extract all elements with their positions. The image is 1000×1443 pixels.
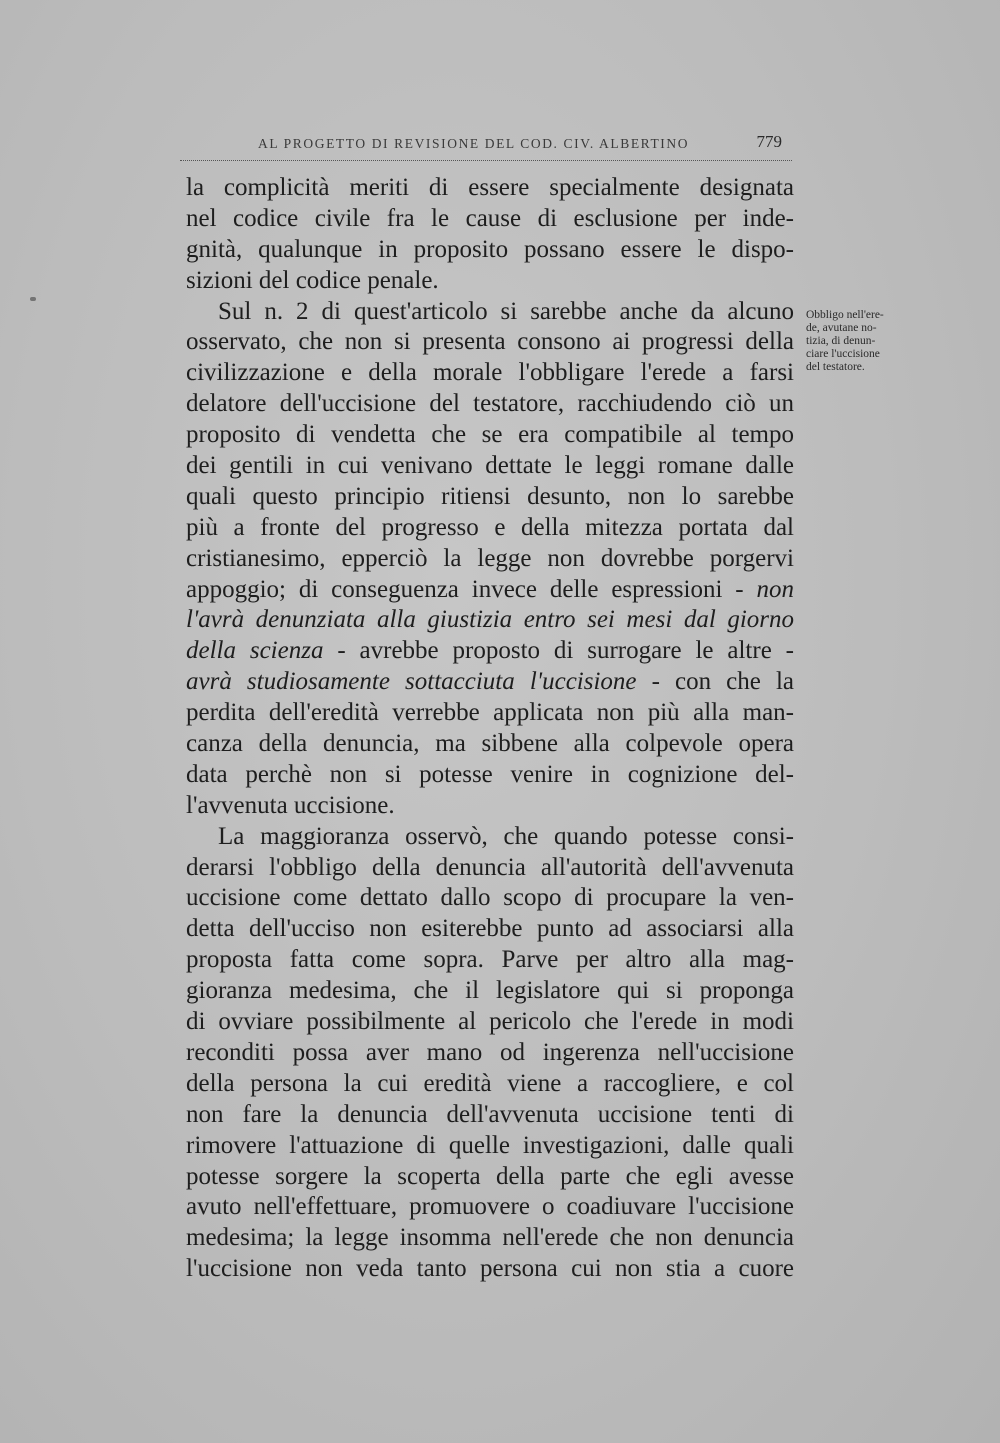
text-line: proposta fatta come sopra. Parve per altro alla mag- — [186, 946, 794, 974]
text-line — [186, 575, 794, 606]
marginal-note-line: Obbligo nell'ere- — [806, 309, 884, 321]
text-line: di ovviare possibilmente al pericolo che l'erede in modi — [186, 1008, 794, 1036]
text-line: data perchè non si potesse venire in cognizione del- — [186, 760, 794, 788]
text-line: reconditi possa aver mano od ingerenza nell'uccisione — [186, 1038, 794, 1066]
text-line: l'avvenuta uccisione. — [186, 791, 395, 819]
running-header — [258, 128, 798, 158]
text-line: perdita dell'eredità verrebbe applicata non più alla man- — [186, 699, 794, 727]
text-line: delatore dell'uccisione del testatore, racchiudendo ciò un — [186, 390, 794, 418]
text-line: quali questo principio ritiensi desunto, non lo sarebbe — [186, 482, 794, 510]
text-line: gioranza medesima, che il legislatore qui si proponga — [186, 977, 794, 1005]
text-line: proposito di vendetta che se era compatibile al tempo — [186, 421, 794, 449]
running-header-title: AL PROGETTO DI REVISIONE DEL COD. CIV. ALBERTINO — [258, 136, 690, 151]
text-line: Sul n. 2 di quest'articolo si sarebbe anche da alcuno — [218, 297, 794, 325]
text-line: l'avrà denunziata alla giustizia entro sei mesi dal giorno — [186, 606, 794, 634]
text-line: canza della denuncia, ma sibbene alla colpevole opera — [186, 730, 794, 758]
text-line: gnità, qualunque in proposito possano essere le dispo- — [186, 235, 794, 263]
text-line: non fare la denuncia dell'avvenuta uccisione tenti di — [186, 1100, 794, 1128]
text-line: medesima; la legge insomma nell'erede che non denuncia — [186, 1224, 794, 1252]
text-line: civilizzazione e della morale l'obbligare l'erede a farsi — [186, 359, 794, 387]
text-line: l'uccisione non veda tanto persona cui non stia a cuore — [186, 1255, 794, 1283]
text-segment: appoggio; di conseguenza invece delle espressioni - — [186, 575, 757, 603]
marginal-note-line: ciare l'uccisione — [806, 348, 880, 360]
header-rule — [180, 160, 792, 161]
text-line: sizioni del codice penale. — [186, 266, 439, 294]
text-segment: - avrebbe proposto di surrogare le altre - — [323, 637, 794, 665]
text-line: la complicità meriti di essere specialmente designata — [186, 174, 794, 201]
text-line: rimovere l'attuazione di quelle investigazioni, dalle quali — [186, 1131, 794, 1159]
text-line: osservato, che non si presenta consono ai progressi della — [186, 328, 794, 356]
text-line: derarsi l'obbligo della denuncia all'autorità dell'avvenuta — [186, 853, 794, 881]
text-line: avuto nell'effettuare, promuovere o coadiuvare l'uccisione — [186, 1193, 794, 1221]
italic-text: della scienza — [186, 637, 324, 665]
text-line — [186, 667, 794, 698]
text-line — [186, 636, 794, 667]
text-line: detta dell'ucciso non esiterebbe punto ad associarsi alla — [186, 915, 794, 943]
text-line: uccisione come dettato dallo scopo di procupare la ven- — [186, 884, 794, 912]
marginal-note-line: de, avutane no- — [806, 322, 877, 334]
text-line: cristianesimo, epperciò la legge non dovrebbe porgervi — [186, 544, 794, 572]
marginal-note-line: tizia, di denun- — [806, 335, 876, 347]
text-line: più a fronte del progresso e della mitezza portata dal — [186, 513, 794, 541]
text-segment: - con che la — [636, 668, 794, 696]
marginal-note-line: del testatore. — [806, 361, 865, 373]
text-line: dei gentili in cui venivano dettate le leggi romane dalle — [186, 452, 794, 480]
marginal-note — [806, 309, 916, 374]
page-number: 779 — [756, 132, 782, 151]
text-line: La maggioranza osservò, che quando potesse consi- — [218, 822, 794, 850]
text-line: potesse sorgere la scoperta della parte che egli avesse — [186, 1162, 794, 1190]
text-line: della persona la cui eredità viene a raccogliere, e col — [186, 1069, 794, 1097]
italic-text: avrà studiosamente sottacciuta l'uccisione — [186, 668, 637, 696]
text-line: nel codice civile fra le cause di esclusione per inde- — [186, 204, 794, 232]
italic-text: non — [756, 575, 794, 603]
ink-speck — [30, 297, 36, 301]
body-text — [186, 173, 794, 1285]
